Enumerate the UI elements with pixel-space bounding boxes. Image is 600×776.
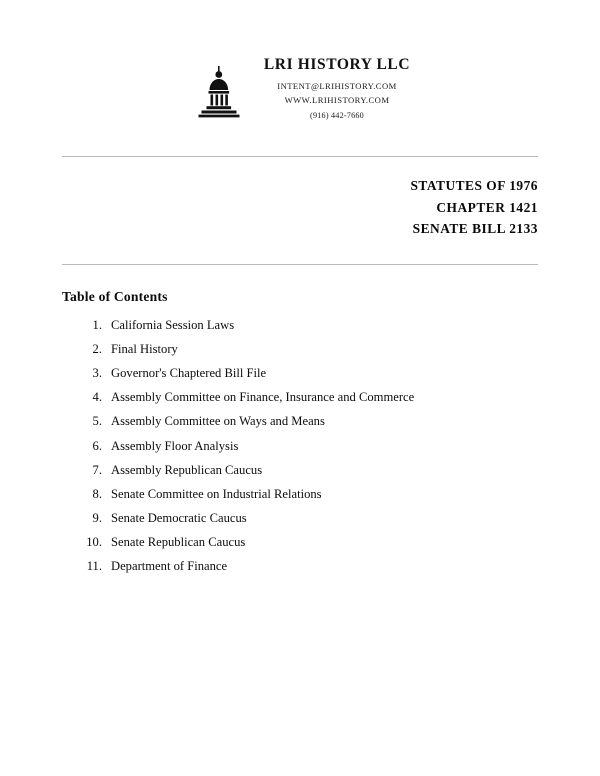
toc-list — [62, 319, 538, 573]
toc-item-number: 9. — [92, 510, 102, 525]
toc-item-number: 5. — [92, 414, 102, 429]
list-item — [62, 343, 538, 356]
toc-item-label: Governor's Chaptered Bill File — [111, 366, 267, 381]
list-item — [62, 560, 538, 573]
toc-item-number: 6. — [92, 438, 102, 453]
toc-item-number: 11. — [86, 559, 102, 574]
company-website: WWW.LRIHISTORY.COM — [284, 95, 390, 105]
letterhead — [62, 0, 538, 124]
toc-item-label: California Session Laws — [111, 318, 235, 333]
toc-item-number: 1. — [92, 318, 102, 333]
toc-item-label: Department of Finance — [111, 559, 228, 574]
toc-item-label: Senate Republican Caucus — [111, 534, 246, 549]
list-item — [62, 512, 538, 525]
brand-block — [258, 56, 420, 120]
chapter-number: CHAPTER 1421 — [436, 199, 538, 215]
toc-item-number: 4. — [92, 390, 102, 405]
capitol-dome-icon — [188, 62, 250, 124]
bill-number: SENATE BILL 2133 — [412, 221, 538, 237]
logo — [180, 56, 258, 124]
toc-item-label: Assembly Republican Caucus — [111, 462, 263, 477]
company-phone: (916) 442-7660 — [310, 111, 364, 120]
toc-item-label: Assembly Committee on Finance, Insurance and Commerce — [111, 390, 415, 405]
toc-item-label: Senate Committee on Industrial Relations — [111, 486, 322, 501]
list-item — [62, 319, 538, 332]
divider-bottom — [62, 264, 538, 265]
toc-item-number: 7. — [92, 462, 102, 477]
list-item — [62, 415, 538, 428]
toc-item-label: Final History — [111, 342, 178, 357]
title-block — [62, 157, 538, 240]
toc-item-number: 2. — [92, 342, 102, 357]
list-item — [62, 464, 538, 477]
list-item — [62, 488, 538, 501]
toc-item-label: Senate Democratic Caucus — [111, 510, 247, 525]
toc-heading: Table of Contents — [62, 289, 168, 305]
toc-item-label: Assembly Floor Analysis — [111, 438, 239, 453]
company-email: INTENT@LRIHISTORY.COM — [277, 81, 397, 91]
toc-item-number: 3. — [92, 366, 102, 381]
list-item — [62, 536, 538, 549]
list-item — [62, 391, 538, 404]
list-item — [62, 440, 538, 453]
list-item — [62, 367, 538, 380]
toc-item-number: 8. — [92, 486, 102, 501]
company-name: LRI HISTORY LLC — [263, 56, 411, 73]
statutes-year: STATUTES OF 1976 — [410, 178, 538, 193]
toc-item-label: Assembly Committee on Ways and Means — [111, 414, 325, 429]
toc-item-number: 10. — [86, 534, 102, 549]
